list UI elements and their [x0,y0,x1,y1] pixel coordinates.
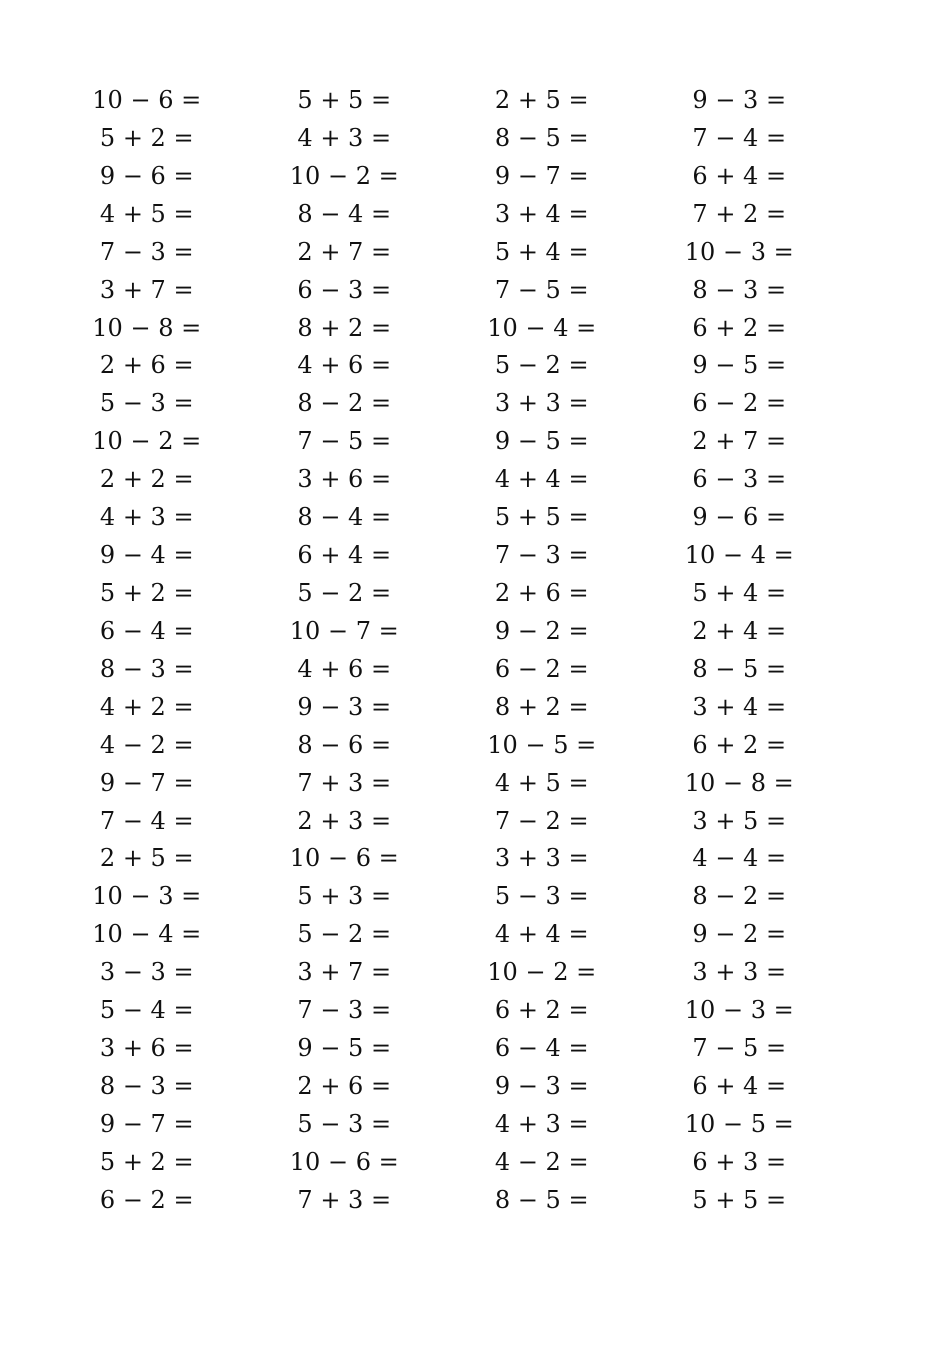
math-problem: 4 − 2 = [99,730,194,759]
math-problem: 6 − 4 = [99,616,194,645]
math-problem: 8 − 5 = [494,1185,589,1214]
math-problem: 6 + 4 = [692,161,787,190]
math-problem: 9 − 5 = [297,1034,392,1063]
math-problem: 8 − 3 = [99,1071,194,1100]
math-problem: 7 + 2 = [692,199,787,228]
math-problem: 10 − 4 = [684,541,794,570]
math-problem: 9 − 7 = [99,1109,194,1138]
math-problem: 4 + 3 = [99,503,194,532]
math-problem: 4 + 3 = [494,1109,589,1138]
math-problem: 10 − 3 = [92,882,202,911]
math-problem: 7 − 2 = [494,806,589,835]
math-problem: 3 + 6 = [99,1034,194,1063]
math-problem: 5 + 5 = [692,1185,787,1214]
math-problem: 9 − 3 = [692,86,787,114]
math-problem: 3 + 4 = [692,692,787,721]
math-problem: 4 + 5 = [99,199,194,228]
math-problem: 6 − 2 = [494,654,589,683]
math-problem: 6 + 4 = [692,1071,787,1100]
math-problem: 2 + 6 = [99,351,194,380]
math-problem: 3 + 3 = [692,958,787,987]
math-problem: 7 − 3 = [297,996,392,1025]
math-problem: 6 + 3 = [692,1147,787,1176]
math-problem: 9 − 6 = [692,503,787,532]
math-problem: 9 − 3 = [494,1071,589,1100]
math-problem: 2 + 7 = [297,237,392,266]
math-problem: 10 − 8 = [684,768,794,797]
math-problem: 4 + 4 = [494,465,589,494]
math-problem: 6 + 2 = [692,313,787,342]
math-problem: 8 − 6 = [297,730,392,759]
math-problem: 10 − 3 = [684,237,794,266]
math-problem: 5 + 5 = [297,86,392,114]
math-problem: 9 − 2 = [692,920,787,949]
math-problem: 2 + 7 = [692,427,787,456]
math-problem: 10 − 4 = [92,920,202,949]
math-problem: 8 − 5 = [494,123,589,152]
math-problem: 9 − 7 = [99,768,194,797]
math-problem: 2 + 6 = [494,578,589,607]
math-problem: 9 − 5 = [692,351,787,380]
math-problem: 10 − 6 = [289,1147,399,1176]
math-problem: 10 − 2 = [487,958,597,987]
math-problem: 5 + 3 = [297,882,392,911]
math-problem: 3 + 3 = [494,844,589,873]
math-problem: 4 − 2 = [494,1147,589,1176]
math-problem: 5 − 2 = [494,351,589,380]
math-problem: 9 − 5 = [494,427,589,456]
problem-grid [48,82,838,1220]
math-problem: 2 + 6 = [297,1071,392,1100]
math-problem: 7 − 5 = [297,427,392,456]
math-problem: 3 + 6 = [297,465,392,494]
math-problem: 8 + 2 = [494,692,589,721]
math-problem: 4 + 6 = [297,351,392,380]
math-problem: 10 − 8 = [92,313,202,342]
math-problem: 7 + 3 = [297,768,392,797]
math-problem: 8 − 2 = [692,882,787,911]
math-problem: 3 + 5 = [692,806,787,835]
math-problem: 3 − 3 = [99,958,194,987]
math-problem: 10 − 5 = [684,1109,794,1138]
math-problem: 7 − 5 = [494,275,589,304]
math-problem: 4 + 3 = [297,123,392,152]
math-problem: 5 − 2 = [297,920,392,949]
math-problem: 5 − 3 = [99,389,194,418]
math-problem: 6 − 2 = [99,1185,194,1214]
math-problem: 6 + 2 = [494,996,589,1025]
math-problem: 5 − 3 = [494,882,589,911]
math-problem: 3 + 7 = [99,275,194,304]
math-problem: 10 − 2 = [92,427,202,456]
math-problem: 2 + 5 = [99,844,194,873]
math-problem: 10 − 5 = [487,730,597,759]
math-problem: 7 − 3 = [494,541,589,570]
math-problem: 5 + 2 = [99,123,194,152]
math-problem: 9 − 7 = [494,161,589,190]
math-problem: 4 + 6 = [297,654,392,683]
math-problem: 10 − 2 = [289,161,399,190]
math-problem: 9 − 2 = [494,616,589,645]
math-problem: 2 + 3 = [297,806,392,835]
math-problem: 7 − 5 = [692,1034,787,1063]
math-problem: 6 + 4 = [297,541,392,570]
math-problem: 2 + 5 = [494,86,589,114]
math-problem: 5 + 4 = [494,237,589,266]
math-problem: 6 + 2 = [692,730,787,759]
math-problem: 8 − 3 = [99,654,194,683]
math-problem: 4 − 4 = [692,844,787,873]
math-problem: 6 − 3 = [692,465,787,494]
math-problem: 5 − 3 = [297,1109,392,1138]
math-problem: 8 − 4 = [297,199,392,228]
math-problem: 5 + 4 = [692,578,787,607]
math-problem: 5 + 5 = [494,503,589,532]
math-problem: 4 + 2 = [99,692,194,721]
math-problem: 2 + 2 = [99,465,194,494]
math-problem: 5 + 2 = [99,578,194,607]
math-problem: 3 + 4 = [494,199,589,228]
math-problem: 7 − 3 = [99,237,194,266]
math-problem: 8 + 2 = [297,313,392,342]
math-problem: 9 − 4 = [99,541,194,570]
math-problem: 4 + 4 = [494,920,589,949]
math-problem: 7 + 3 = [297,1185,392,1214]
math-problem: 7 − 4 = [692,123,787,152]
math-problem: 6 − 2 = [692,389,787,418]
math-problem: 5 − 4 = [99,996,194,1025]
math-problem: 5 + 2 = [99,1147,194,1176]
math-problem: 10 − 6 = [92,86,202,114]
math-problem: 8 − 4 = [297,503,392,532]
math-problem: 3 + 3 = [494,389,589,418]
math-problem: 10 − 3 = [684,996,794,1025]
math-problem: 9 − 6 = [99,161,194,190]
math-problem: 8 − 5 = [692,654,787,683]
math-problem: 8 − 2 = [297,389,392,418]
math-problem: 7 − 4 = [99,806,194,835]
math-problem: 2 + 4 = [692,616,787,645]
math-problem: 10 − 6 = [289,844,399,873]
math-problem: 10 − 4 = [487,313,597,342]
math-problem: 6 − 4 = [494,1034,589,1063]
math-problem: 3 + 7 = [297,958,392,987]
math-problem: 10 − 7 = [289,616,399,645]
math-problem: 4 + 5 = [494,768,589,797]
math-problem: 5 − 2 = [297,578,392,607]
math-problem: 9 − 3 = [297,692,392,721]
math-problem: 6 − 3 = [297,275,392,304]
math-problem: 8 − 3 = [692,275,787,304]
